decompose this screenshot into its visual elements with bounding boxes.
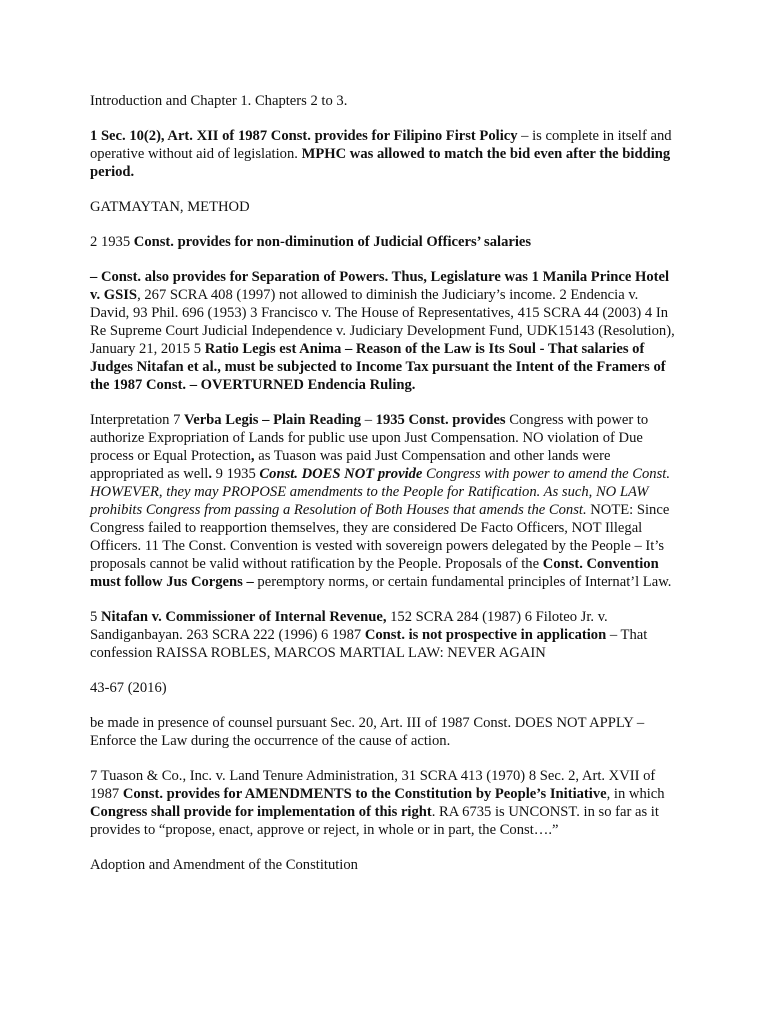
text-run: 5 bbox=[90, 609, 101, 625]
bold-run: Nitafan v. Commissioner of Internal Revenue, bbox=[100, 609, 387, 625]
bold-run: . bbox=[208, 466, 212, 482]
text-run: . RA 6735 is UNCONST. in so far as it provides to “propose, enact, approve or reject, in whole or in part, the Const….” bbox=[90, 804, 659, 838]
bold-run: Const. is not prospective in application bbox=[364, 627, 607, 643]
bold-run: Ratio Legis est Anima – Reason of the Law is Its Soul - That salaries of Judges Nitafan et al., must be subjected to Income Tax pursuant the Intent of the Framers of the 1987 Const. – OVERTURNED Endencia Ruling. bbox=[90, 341, 666, 393]
paragraph-non-diminution bbox=[90, 233, 680, 251]
bold-run: Const. Convention must follow Jus Corgens – bbox=[90, 556, 659, 590]
bold-italic-run bbox=[259, 466, 422, 482]
paragraph-filipino-first bbox=[90, 127, 680, 181]
text-run: Congress with power to authorize Expropriation of Lands for public use upon Just Compensation. NO violation of Due process or Equal Protection bbox=[90, 412, 649, 464]
paragraph-interpretation bbox=[90, 411, 680, 591]
bold-run: MPHC was allowed to match the bid even after the bidding period. bbox=[90, 146, 671, 180]
bold-run: Congress shall provide for implementation of this right bbox=[90, 804, 432, 820]
text-run: – is complete in itself and operative without aid of legislation. bbox=[90, 128, 672, 162]
bold-run: 1 Sec. 10(2), Art. XII of 1987 Const. provides for Filipino First Policy bbox=[90, 128, 518, 144]
bold-italic-text: Const. DOES NOT provide bbox=[259, 466, 423, 482]
text-run: GATMAYTAN, METHOD bbox=[90, 199, 250, 215]
paragraph-adoption bbox=[90, 856, 680, 874]
text-run: Introduction and Chapter 1. Chapters 2 to 3. bbox=[90, 93, 348, 109]
paragraph-tuason bbox=[90, 767, 680, 839]
text-run: NOTE: Since Congress failed to reapportion themselves, they are considered De Facto Officers, NOT Illegal Officers. 11 The Const. Convention is vested with sovereign powers delegated by the People – It’s proposals cannot be valid without ratification by the People. Proposals of the bbox=[90, 502, 670, 572]
paragraph-separation-of-powers bbox=[90, 268, 680, 394]
text-run: 9 1935 bbox=[211, 466, 260, 482]
text-run: – That confession RAISSA ROBLES, MARCOS MARTIAL LAW: NEVER AGAIN bbox=[90, 627, 648, 661]
paragraph-page-ref bbox=[90, 679, 680, 697]
bold-run: Verba Legis – Plain Reading bbox=[184, 412, 362, 428]
paragraph-counsel bbox=[90, 714, 680, 750]
text-run: as Tuason was paid Just Compensation and other lands were appropriated as well bbox=[90, 448, 611, 482]
bold-run: Const. provides for AMENDMENTS to the Constitution by People’s Initiative bbox=[122, 786, 607, 802]
bold-run: 1935 Const. provides bbox=[375, 412, 506, 428]
text-run: , in which bbox=[606, 786, 665, 802]
italic-run: Congress with power to amend the Const. HOWEVER, they may PROPOSE amendments to the People for Ratification. As such, NO LAW prohibits Congress from passing a Resolution of Both Houses that amends the Const. bbox=[90, 466, 670, 518]
text-run: peremptory norms, or certain fundamental principles of Internat’l Law. bbox=[253, 574, 672, 590]
text-run: be made in presence of counsel pursuant Sec. 20, Art. III of 1987 Const. DOES NOT APPLY – Enforce the Law during the occurrence of the cause of action. bbox=[90, 715, 645, 749]
text-run: , 267 SCRA 408 (1997) not allowed to diminish the Judiciary’s income. 2 Endencia v. David, 93 Phil. 696 (1953) 3 Francisco v. The House of Representatives, 415 SCRA 44 (2003) 4 In Re Supreme Court Judicial Independence v. Judiciary Development Fund, UDK15143 (Resolution), January 21, 2015 5 bbox=[90, 287, 675, 357]
paragraph-intro bbox=[90, 92, 680, 110]
text-run: 43-67 (2016) bbox=[90, 680, 167, 696]
text-run: 7 Tuason & Co., Inc. v. Land Tenure Administration, 31 SCRA 413 (1970) 8 Sec. 2, Art. XVII of 1987 bbox=[90, 768, 656, 802]
bold-run: , bbox=[250, 448, 255, 464]
text-run: Adoption and Amendment of the Constitution bbox=[90, 857, 358, 873]
document-body bbox=[90, 92, 680, 891]
text-run: 152 SCRA 284 (1987) 6 Filoteo Jr. v. Sandiganbayan. 263 SCRA 222 (1996) 6 1987 bbox=[90, 609, 608, 643]
text-run: 2 1935 bbox=[90, 234, 134, 250]
paragraph-gatmaytan bbox=[90, 198, 680, 216]
bold-run: Const. provides for non-diminution of Judicial Officers’ salaries bbox=[133, 234, 532, 250]
text-run: Interpretation 7 bbox=[90, 412, 185, 428]
text-run: – bbox=[361, 412, 376, 428]
bold-run: – Const. also provides for Separation of Powers. Thus, Legislature was 1 Manila Prince Hotel v. GSIS bbox=[90, 269, 670, 303]
paragraph-nitafan bbox=[90, 608, 680, 662]
